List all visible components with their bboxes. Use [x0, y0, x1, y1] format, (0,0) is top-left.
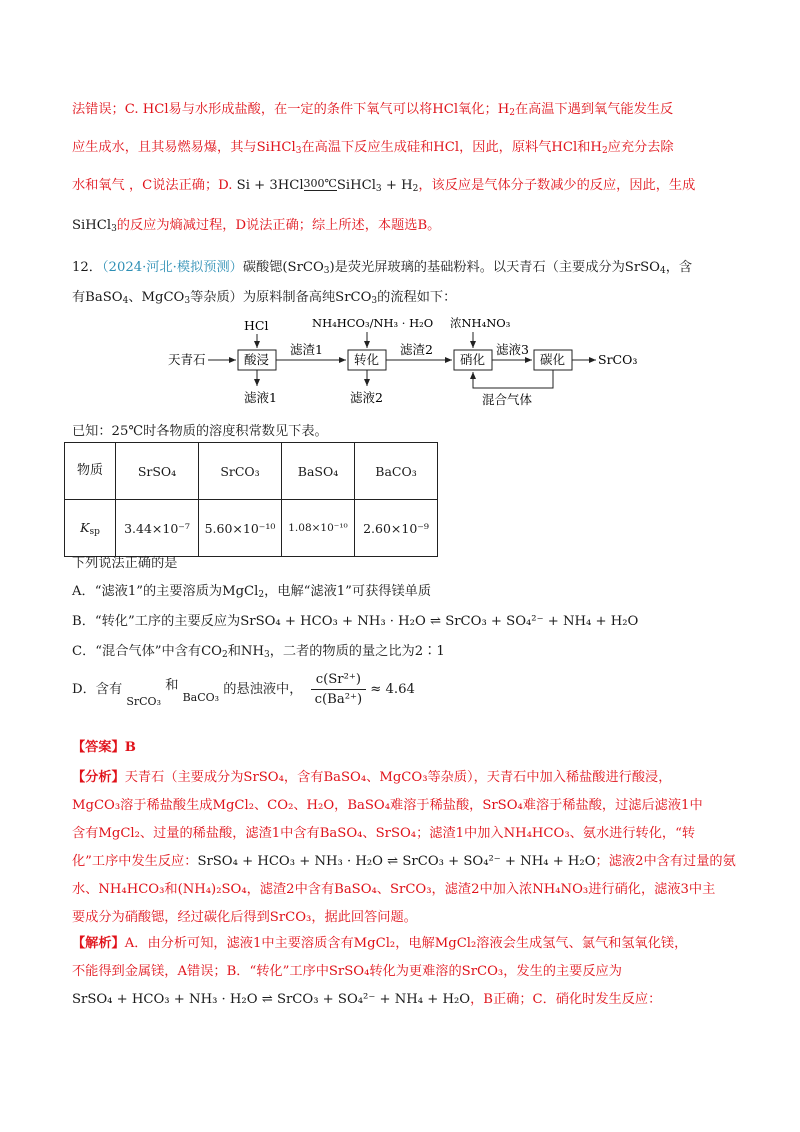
flow-loop-label: 混合气体 [482, 392, 533, 407]
flow-reagent-hcl: HCl [244, 318, 269, 333]
text: 在高温下反应生成硅和HCl，因此，原料气HCl和 [301, 140, 591, 155]
flow-box-acid-leach-label: 酸浸 [244, 352, 270, 367]
text: ，B正确；C．硝化时发生反应： [470, 992, 662, 1007]
analysis-line-5: 水、NH₄HCO₃和(NH₄)₂SO₄，滤渣2中含有BaSO₄、SrCO₃，滤渣2中加入浓NH₄NO₃进行硝化，滤液3中主 [72, 882, 716, 897]
text: ，二者的物质的量之比为2∶1 [269, 644, 445, 659]
known-text: 已知：25℃时各物质的溶度积常数见下表。 [72, 424, 328, 439]
formula: (SrCO [282, 260, 324, 275]
question-stem-line-2: 有BaSO$_4$、MgCO$_3$等杂质）为原料制备高纯SrCO$_3$的流程如下： [72, 290, 457, 306]
text: D．含有 [72, 682, 123, 697]
flow-box-conversion-label: 转化 [354, 352, 380, 367]
question-number: 12． [72, 260, 102, 275]
analysis-label: 【分析】 [72, 770, 125, 785]
answer-label: 【答案】 [72, 740, 125, 755]
cell-text: 1.08×10⁻¹⁰ [288, 522, 348, 534]
equation: SrSO₄ + HCO₃ + NH₃ · H₂O ⇌ SrCO₃ + SO₄²⁻ + NH₄ + H₂O [197, 854, 596, 869]
continuation-line-1: 法错误；C. HCl易与水形成盐酸，在一定的条件下氧气可以将HCl氧化；$H_2$在高温下遇到氧气能发生反 [72, 102, 674, 118]
flow-reagent-3: 浓NH₄NO₃ [450, 316, 511, 330]
ksp-table [64, 442, 438, 557]
option-d [72, 672, 742, 708]
explanation-line-1 [72, 932, 742, 951]
flow-start-label: 天青石 [168, 352, 206, 367]
answer-line [72, 736, 742, 755]
text: ；滤液2中含有过量的氨 [595, 854, 736, 869]
question-source: （2024·河北·模拟预测） [101, 260, 243, 275]
text: A．“滤液1”的主要溶质为MgCl [72, 584, 259, 599]
flow-loop-arrow [473, 370, 553, 388]
cell-text: BaCO₃ [375, 463, 417, 479]
text: 法错误；C. HCl易与水形成盐酸，在一定的条件下氧气可以将HCl氧化； [72, 102, 498, 117]
formula: BaCO₃ [182, 691, 220, 704]
text: 、MgCO [128, 290, 185, 305]
flow-output-filtrate2: 滤液2 [350, 390, 383, 405]
text: 和 [165, 678, 179, 693]
flow-label-residue2: 滤渣2 [400, 342, 433, 357]
cell-text: 3.44×10⁻⁷ [124, 520, 190, 536]
text: 是荧光屏玻璃的基础粉料。以天青石（主要成分为SrSO [334, 260, 660, 275]
text: B．“转化”工序的主要反应为 [72, 614, 241, 629]
table-row-label [65, 500, 116, 557]
cell-text: BaSO₄ [297, 463, 339, 479]
text: 化”工序中发生反应： [72, 854, 198, 869]
text: 和NH [227, 644, 264, 659]
text: ，该反应是气体分子数减少的反应，因此，生成 [418, 178, 696, 193]
cell-text: K [80, 519, 90, 535]
text: ，含 [665, 260, 693, 275]
flow-box-nitration-label: 硝化 [460, 352, 486, 367]
fraction-numerator: c(Sr²⁺) [311, 672, 366, 690]
cell-text: SrCO₃ [220, 463, 260, 479]
text: 水和氧气 ，C说法正确；D. [72, 178, 237, 193]
table-cell [282, 443, 355, 500]
flow-box-carbonation-label: 碳化 [540, 352, 566, 367]
text: 的反应为熵减过程，D说法正确；综上所述，本题选B。 [116, 218, 441, 233]
flow-output-filtrate1: 滤液1 [244, 390, 277, 405]
text: ，电解“滤液1”可获得镁单质 [264, 584, 432, 599]
table-cell [355, 500, 438, 557]
table-row [65, 443, 438, 500]
analysis-line-4 [72, 850, 742, 869]
question-prompt: 下列说法正确的是 [72, 556, 178, 571]
cell-text: 2.60×10⁻⁹ [363, 520, 429, 536]
option-b [72, 610, 742, 629]
table-cell [116, 500, 199, 557]
value: ≈ 4.64 [370, 682, 415, 697]
condition-text: 300℃ [303, 177, 337, 190]
analysis-line-6: 要成分为硝酸锶，经过碳化后得到SrCO₃，据此回答问题。 [72, 910, 417, 925]
analysis-line-3: 含有MgCl₂、过量的稀盐酸，滤渣1中含有BaSO₄、SrSO₄；滤渣1中加入NH₄HCO₃、氨水进行转化，“转 [72, 826, 696, 841]
equation-left: Si + 3HCl [236, 178, 304, 193]
text: 等杂质）为原料制备高纯SrCO [190, 290, 372, 305]
equation: SrSO₄ + HCO₃ + NH₃ · H₂O ⇌ SrCO₃ + SO₄²⁻ + NH₄ + H₂O [240, 614, 639, 629]
continuation-line-3: 水和氧气 ，C说法正确；D. Si + 3HCl 300℃ SiHCl$_3$ + $H_2$，该反应是气体分子数减少的反应，因此，生成 [72, 177, 696, 194]
option-c: C．“混合气体”中含有$CO_2$和$NH_3$，二者的物质的量之比为2∶1 [72, 644, 445, 660]
text: A．由分析可知，滤液1中主要溶质含有MgCl₂，电解MgCl₂溶液会生成氢气、氯气和氢氧化镁， [124, 936, 688, 951]
flow-label-filtrate3: 滤液3 [496, 342, 529, 357]
explanation-line-2: 不能得到金属镁，A错误；B．“转化”工序中SrSO₄转化为更难溶的SrCO₃，发生的主要反应为 [72, 964, 622, 979]
flow-reagent-2: NH₄HCO₃/NH₃ · H₂O [312, 316, 434, 330]
equation: SrSO₄ + HCO₃ + NH₃ · H₂O ⇌ SrCO₃ + SO₄²⁻ + NH₄ + H₂O [72, 992, 471, 1007]
formula: SiHCl [256, 140, 296, 155]
continuation-line-2: 应生成水，且其易燃易爆，其与SiHCl$_3$在高温下反应生成硅和HCl，因此，原料气HCl和$H_2$应充分去除 [72, 140, 674, 156]
text: 应充分去除 [607, 140, 674, 155]
process-flow-diagram [168, 316, 668, 416]
cell-text: 5.60×10⁻¹⁰ [204, 520, 276, 536]
option-a: A．“滤液1”的主要溶质为MgCl$_2$，电解“滤液1”可获得镁单质 [72, 584, 432, 600]
question-stem-line-1: 12．（2024·河北·模拟预测）碳酸锶(SrCO$_3$)是荧光屏玻璃的基础粉料。以天青石（主要成分为SrSO$_4$，含 [72, 260, 693, 276]
table-header-label [65, 443, 116, 500]
text: 的流程如下： [377, 290, 457, 305]
equation-tail: + H [381, 178, 413, 193]
text: 在高温下遇到氧气能发生反 [514, 102, 674, 117]
cell-text: SrSO₄ [137, 463, 177, 479]
flow-label-residue1: 滤渣1 [290, 342, 323, 357]
analysis-line-1 [72, 766, 742, 785]
fraction-denominator: c(Ba²⁺) [314, 692, 363, 707]
ratio-fraction [311, 672, 366, 707]
continuation-line-4: SiHCl$_3$的反应为熵减过程，D说法正确；综上所述，本题选B。 [72, 218, 441, 234]
table-cell [282, 500, 355, 557]
text: 的悬浊液中， [223, 682, 303, 697]
formula: SiHCl [72, 218, 112, 233]
text: 应生成水，且其易燃易爆，其与 [72, 140, 257, 155]
formula: H [497, 102, 510, 117]
answer-value: B [124, 740, 136, 755]
table-cell [199, 500, 282, 557]
table-cell [355, 443, 438, 500]
analysis-line-2: MgCO₃溶于稀盐酸生成MgCl₂、CO₂、H₂O，BaSO₄难溶于稀盐酸，SrSO₄难溶于稀盐酸，过滤后滤液1中 [72, 798, 703, 813]
text: C．“混合气体”中含有CO [72, 644, 222, 659]
cell-text: 物质 [76, 463, 103, 478]
text: 有BaSO [72, 290, 123, 305]
equation-right: SiHCl [336, 178, 376, 193]
reaction-condition [304, 178, 337, 194]
explanation-line-3 [72, 988, 742, 1007]
flow-product: SrCO₃ [598, 352, 638, 367]
explanation-label: 【解析】 [72, 936, 125, 951]
table-row [65, 500, 438, 557]
table-cell [199, 443, 282, 500]
cell-sub: sp [89, 526, 100, 537]
text: 天青石（主要成分为SrSO₄，含有BaSO₄、MgCO₃等杂质），天青石中加入稀盐酸进行酸浸， [124, 770, 672, 785]
table-cell [116, 443, 199, 500]
formula: SrCO₃ [126, 695, 161, 708]
text: 碳酸锶 [242, 260, 283, 275]
